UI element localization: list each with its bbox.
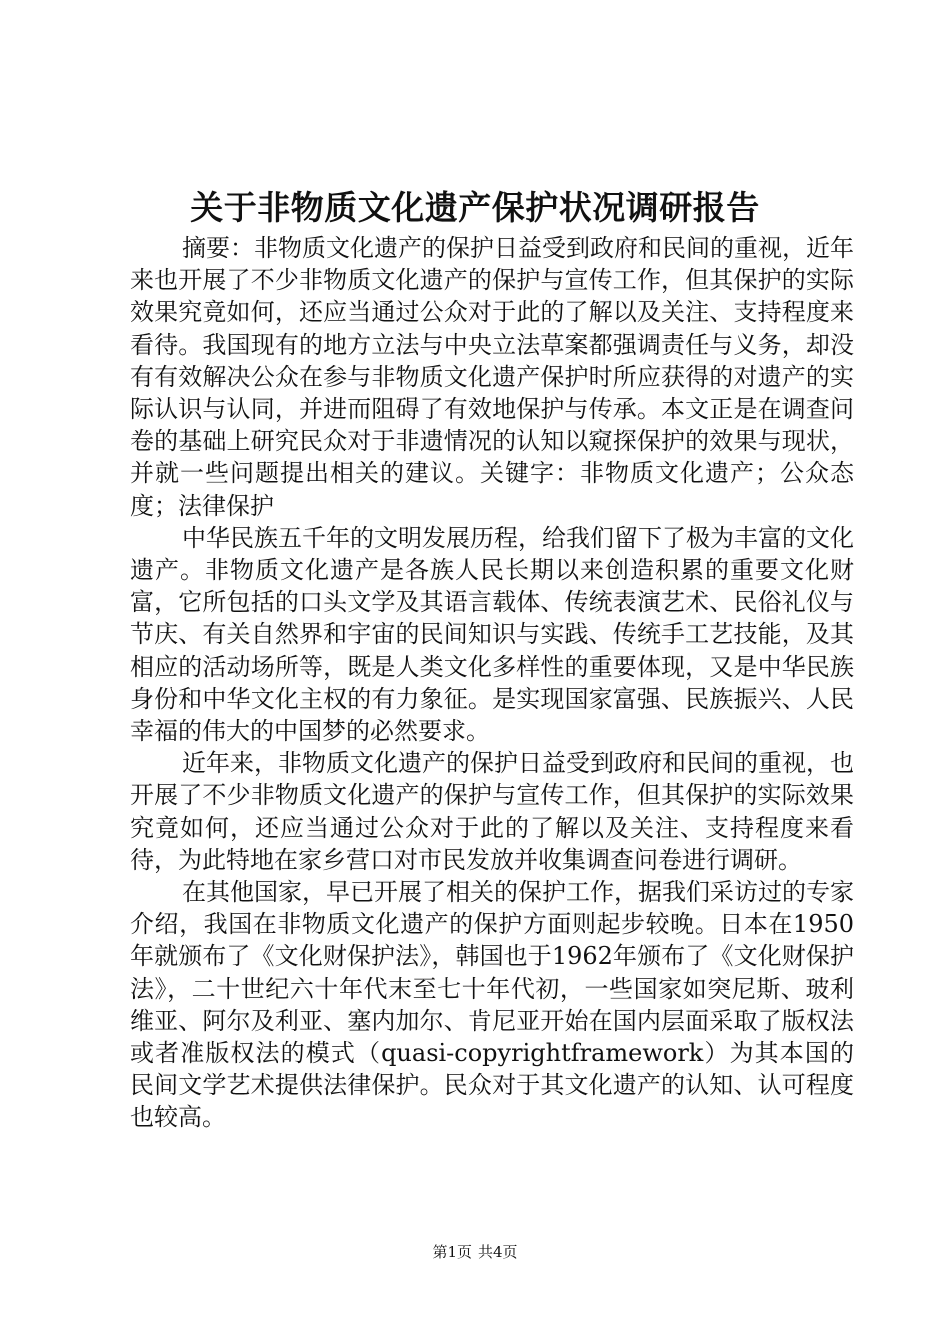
body-paragraph-recent-years: 近年来，非物质文化遗产的保护日益受到政府和民间的重视，也开展了不少非物质文化遗产的保护与宣传工作，但其保护的实际效果究竟如何，还应当通过公众对于此的了解以及关注、支持程度来看待，为此特地在家乡营口对市民发放并收集调查问卷进行调研。 <box>130 749 854 874</box>
body-paragraph-other-countries: 在其他国家，早已开展了相关的保护工作，据我们采访过的专家介绍，我国在非物质文化遗产的保护方面则起步较晚。日本在1950年就颁布了《文化财保护法》，韩国也于1962年颁布了《文化财保护法》，二十世纪六十年代末至七十年代初，一些国家如突尼斯、玻利维亚、阿尔及利亚、塞内加尔、肯尼亚开始在国内层面采取了版权法或者准版权法的模式（quasi-copyrightframework）为其本国的民间文学艺术提供法律保护。民众对于其文化遗产的认知、认可程度也较高。 <box>130 878 854 1132</box>
page-number: 第1页 <box>432 1243 472 1261</box>
page-footer <box>0 1242 950 1262</box>
abstract-paragraph: 摘要：非物质文化遗产的保护日益受到政府和民间的重视，近年来也开展了不少非物质文化遗产的保护与宣传工作，但其保护的实际效果究竟如何，还应当通过公众对于此的了解以及关注、支持程度来看待。我国现有的地方立法与中央立法草案都强调责任与义务，却没有有效解决公众在参与非物质文化遗产保护时所应获得的对遗产的实际认识与认同，并进而阻碍了有效地保护与传承。本文正是在调查问卷的基础上研究民众对于非遗情况的认知以窥探保护的效果与现状，并就一些问题提出相关的建议。关键字：非物质文化遗产；公众态度；法律保护 <box>130 234 854 520</box>
document-body <box>130 232 854 1134</box>
document-title: 关于非物质文化遗产保护状况调研报告 <box>190 188 760 227</box>
body-paragraph-heritage: 中华民族五千年的文明发展历程，给我们留下了极为丰富的文化遗产。非物质文化遗产是各族人民长期以来创造积累的重要文化财富，它所包括的口头文学及其语言载体、传统表演艺术、民俗礼仪与节庆、有关自然界和宇宙的民间知识与实践、传统手工艺技能，及其相应的活动场所等，既是人类文化多样性的重要体现，又是中华民族身份和中华文化主权的有力象征。是实现国家富强、民族振兴、人民幸福的伟大的中国梦的必然要求。 <box>130 523 854 746</box>
page-total: 共4页 <box>478 1243 518 1261</box>
